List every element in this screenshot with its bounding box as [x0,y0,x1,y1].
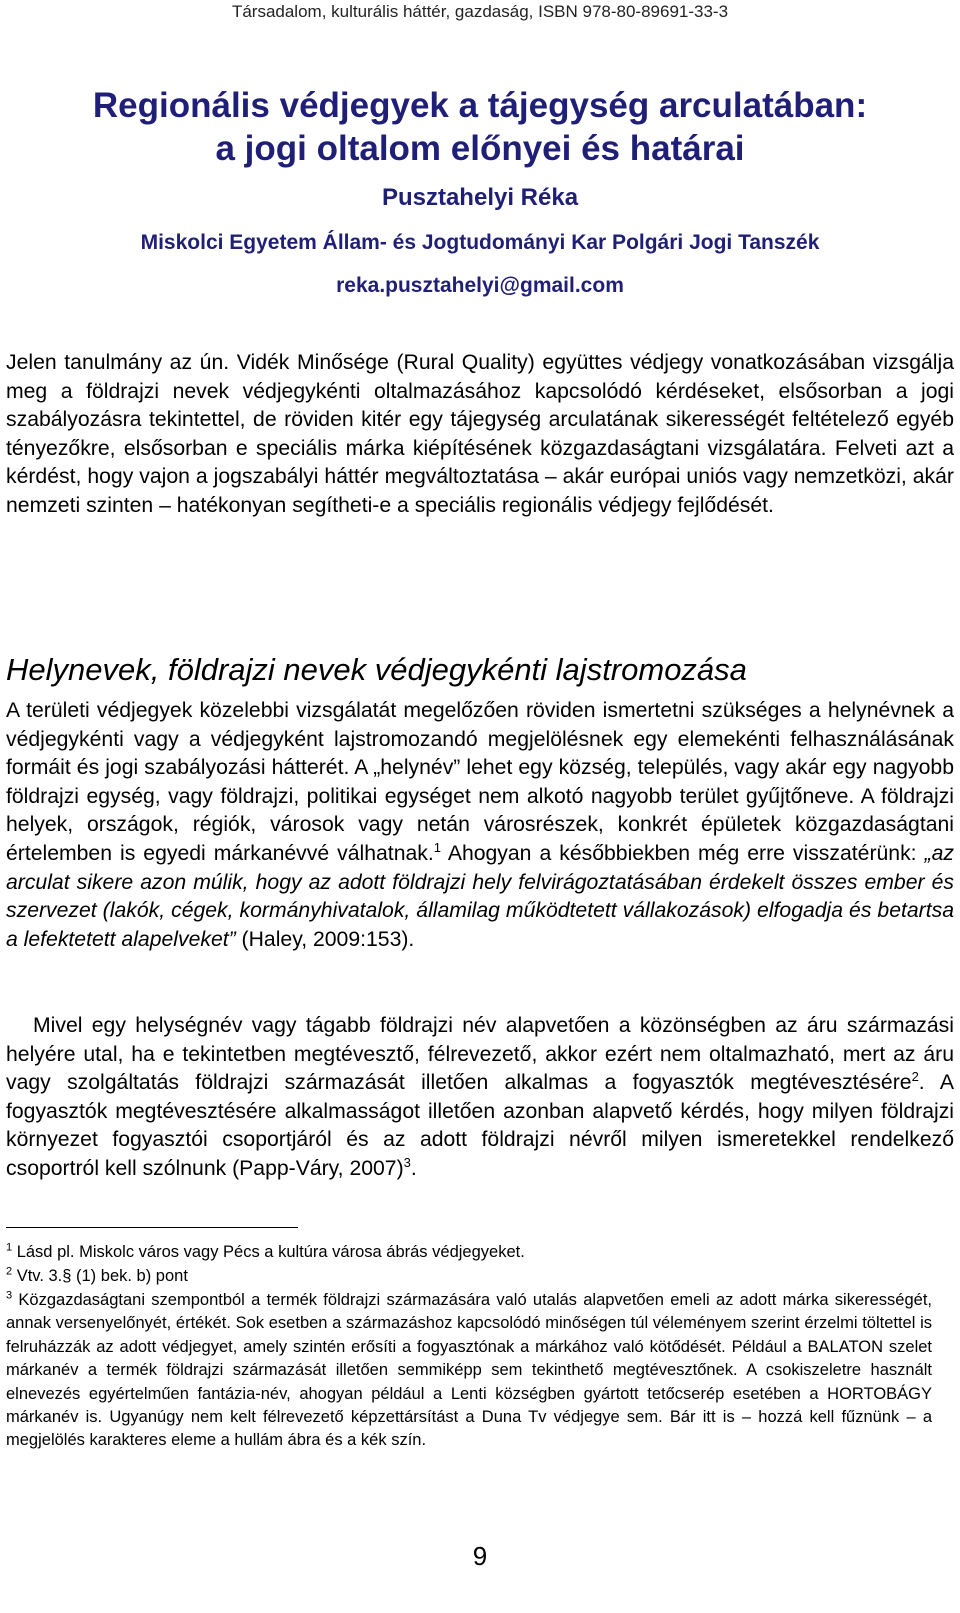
p2-text-a: Mivel egy helységnév vagy tágabb földrajzi név alapvetően a közönségben az áru származási helyére utal, ha e tekintetben megtévesztő, félrevezető, akkor ezért nem oltalmazható, mert az áru vagy szolgáltatás földrajzi származását illetően alkalmas a fogyasztók megtévesztésére [6,1014,954,1095]
author-name: Pusztahelyi Réka [381,184,579,211]
footnote-2-text: Vtv. 3.§ (1) bek. b) pont [12,1267,188,1285]
title-line-2: a jogi oltalom előnyei és határai [215,129,745,168]
p2-text-b: . A fogyasztók megtévesztésére alkalmasságot illetően azonban alapvető kérdés, hogy milyen földrajzi környezet fogyasztói csoportjáról és az adott földrajzi névről milyen ismeretekkel rendelkező csoportról kell szólnunk (Papp-Váry, 2007) [6,1071,954,1180]
body-paragraph-1 [6,697,954,954]
footnote-ref-3: 3 [403,1154,411,1170]
article-title [0,84,960,170]
p2-text-c: . [410,1156,417,1180]
email-at: @ [499,274,520,297]
title-line-1: Regionális védjegyek a tájegység arculatában: [92,86,868,125]
footnote-2 [6,1265,932,1288]
page-number: 9 [472,1541,488,1571]
footnote-separator [6,1227,298,1228]
footnote-3-text: Közgazdaságtani szempontból a termék földrajzi származására való utalás alapvetően emeli az adott márka sikerességét, annak versenyelőnyét, értékét. Sok esetben a származáshoz kapcsolódó minőségen túl véleményem szerint érzelmi töltettel is felruházzák az adott védjegyet, amely szintén erősíti a fogyasztónak a márkához való kötődését. Például a BALATON szelet márkanév a termék földrajzi származását illetően semmiképp sem tekinthető megtévesztőnek. A csokiszeletre használt elnevezés egyértelműen fantázia-név, ahogyan például a Lenti községben gyártott tetőcserép esetében a HORTOBÁGY márkanév is. Ugyanúgy nem kelt félrevezető képzettársítást a Duna Tv védjegye sem. Bár itt is – hozzá kell fűznünk – a megjelölés karakteres eleme a hullám ábra és a kék szín. [6,1291,932,1450]
running-header: Társadalom, kulturális háttér, gazdaság, ISBN 978-80-89691-33-3 [231,2,729,21]
author-email[interactable] [0,272,960,300]
p1-text-c: (Haley, 2009:153). [235,927,415,951]
footnote-2-number: 2 [6,1265,13,1278]
footnote-3 [6,1289,932,1453]
footnote-1-number: 1 [6,1241,13,1254]
email-domain: gmail.com [520,274,624,297]
footnote-3-number: 3 [6,1289,13,1302]
section-heading: Helynevek, földrajzi nevek védjegykénti lajstromozása [6,652,747,687]
footnote-ref-1: 1 [433,839,441,855]
author-affiliation: Miskolci Egyetem Állam- és Jogtudományi Kar Polgári Jogi Tanszék [140,231,820,254]
footnote-1 [6,1241,932,1264]
email-user: reka.pusztahelyi [336,274,500,297]
abstract-paragraph: Jelen tanulmány az ún. Vidék Minősége (Rural Quality) együttes védjegy vonatkozásában vizsgálja meg a földrajzi nevek védjegykénti oltalmazásához kapcsolódó kérdéseket, elsősorban a jogi szabályozásra tekintettel, de röviden kitér egy tájegység arculatának sikerességét feltételező egyéb tényezőkre, elsősorban e speciális márka kiépítésének közgazdaságtani vizsgálatára. Felveti azt a kérdést, hogy vajon a jogszabályi háttér megváltoztatása – akár európai uniós vagy nemzetközi, akár nemzeti szinten – hatékonyan segítheti-e a speciális regionális védjegy fejlődését. [6,351,954,517]
footnote-1-text: Lásd pl. Miskolc város vagy Pécs a kultúra városa ábrás védjegyeket. [12,1243,525,1261]
footnote-ref-2: 2 [911,1069,919,1085]
p1-text-b: Ahogyan a későbbiekben még erre visszatérünk: [440,841,925,865]
body-paragraph-2 [6,1012,954,1184]
p1-quote: „az arculat sikere azon múlik, hogy az adott földrajzi hely felvirágoztatásában érdekelt összes ember és szervezet (lakók, cégek, kormányhivatalok, államilag működtetett vállakozások) elfogadja és betartsa a lefektetett alapelveket” [6,841,954,951]
p1-text-a: A területi védjegyek közelebbi vizsgálatát megelőzően röviden ismertetni szükséges a helynévnek a védjegykénti vagy a védjegyként lajstromozandó megjelölésnek egy elemekénti felhasználásának formáit és jogi szabályozási hátterét. A „helynév” lehet egy község, település, vagy akár egy nagyobb földrajzi egység, vagy földrajzi, politikai egységet nem alkotó nagyobb terület gyűjtőneve. A földrajzi helyek, országok, régiók, városok vagy netán városrészek, konkrét épületek közgazdaságtani értelemben is egyedi márkanévvé válhatnak. [6,699,954,865]
